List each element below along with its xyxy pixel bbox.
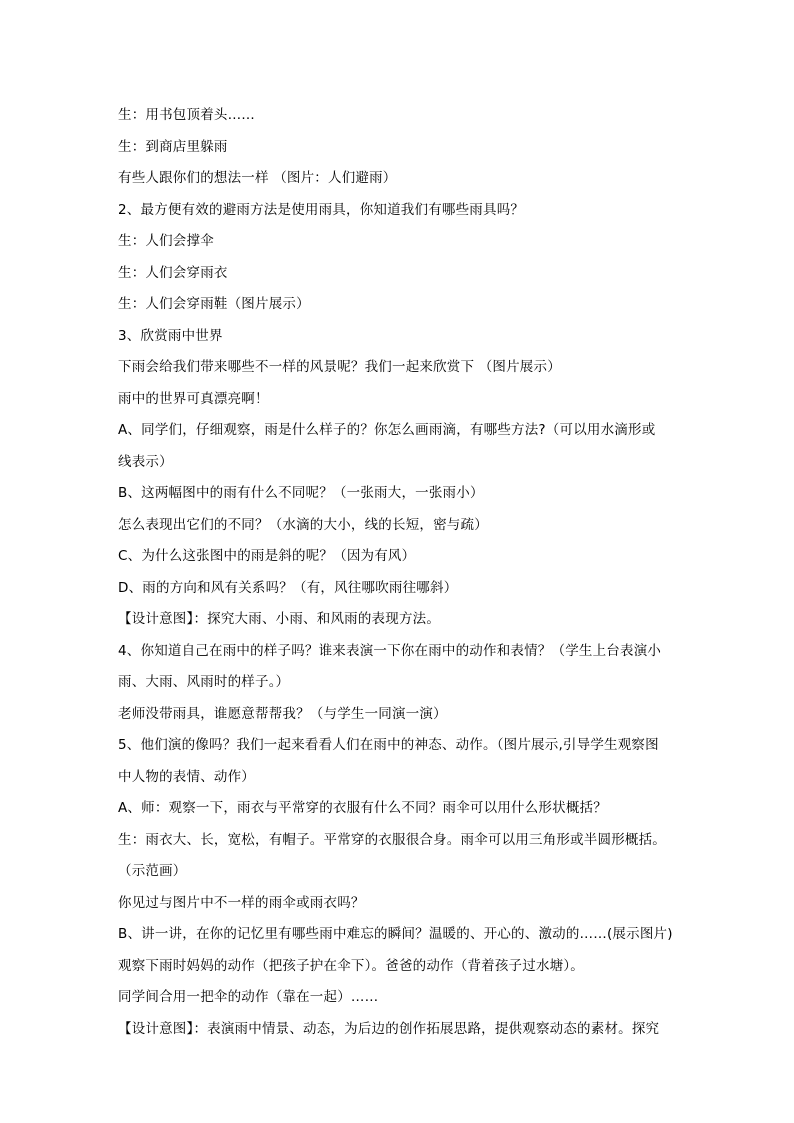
paragraph-line: D、雨的方向和风有关系吗？（有，风往哪吹雨往哪斜） bbox=[118, 579, 458, 596]
paragraph-line: 生：用书包顶着头…… bbox=[118, 107, 255, 123]
design-intent-note: 【设计意图】：探究大雨、小雨、和风雨的表现方法。 bbox=[118, 611, 441, 627]
paragraph-line: 生：人们会穿雨鞋（图片展示） bbox=[118, 296, 310, 312]
paragraph-line: 生：人们会穿雨衣 bbox=[118, 264, 228, 281]
paragraph-line: B、讲一讲，在你的记忆里有哪些雨中难忘的瞬间？温暖的、开心的、激动的……(展示图片) bbox=[118, 926, 673, 942]
paragraph-line: 你见过与图片中不一样的雨伞或雨衣吗？ bbox=[118, 894, 365, 911]
paragraph-line: 生：人们会撑伞 bbox=[118, 233, 214, 249]
paragraph-line: 下雨会给我们带来哪些不一样的风景呢？我们一起来欣赏下 （图片展示） bbox=[118, 359, 561, 375]
paragraph-line: 怎么表现出它们的不同？（水滴的大小，线的长短，密与疏） bbox=[118, 516, 488, 533]
paragraph-line: 雨、大雨、风雨时的样子。） bbox=[118, 674, 290, 690]
paragraph-line: 生：雨衣大、长，宽松，有帽子。平常穿的衣服很合身。雨伞可以用三角形或半圆形概括。 bbox=[118, 831, 666, 848]
document-page bbox=[118, 100, 678, 1045]
paragraph-line: 观察下雨时妈妈的动作（把孩子护在伞下）。爸爸的动作（背着孩子过水塘）。 bbox=[118, 957, 584, 974]
paragraph-line: A、师：观察一下，雨衣与平常穿的衣服有什么不同？雨伞可以用什么形状概括？ bbox=[118, 800, 607, 816]
paragraph-line: B、这两幅图中的雨有什么不同呢？（一张雨大，一张雨小） bbox=[118, 485, 484, 501]
paragraph-line: 生：到商店里躲雨 bbox=[118, 138, 228, 155]
section-heading: 5、他们演的像吗？我们一起来看看人们在雨中的神态、动作。（图片展示,引导学生观察图 bbox=[118, 737, 659, 753]
paragraph-line: C、为什么这张图中的雨是斜的呢？（因为有风） bbox=[118, 548, 416, 564]
paragraph-line: 老师没带雨具，谁愿意帮帮我？（与学生一同演一演） bbox=[118, 705, 447, 722]
paragraph-line: 同学间合用一把伞的动作（靠在一起）…… bbox=[118, 989, 379, 1005]
paragraph-line: 雨中的世界可真漂亮啊！ bbox=[118, 390, 269, 407]
section-heading: 2、最方便有效的避雨方法是使用雨具，你知道我们有哪些雨具吗？ bbox=[118, 201, 525, 218]
paragraph-line: A、同学们，仔细观察，雨是什么样子的？你怎么画雨滴，有哪些方法?（可以用水滴形或 bbox=[118, 422, 656, 438]
section-heading: 4、你知道自己在雨中的样子吗？谁来表演一下你在雨中的动作和表情？（学生上台表演小 bbox=[118, 642, 662, 659]
paragraph-line: 线表示） bbox=[118, 453, 173, 470]
paragraph-line: 中人物的表情、动作） bbox=[118, 768, 255, 785]
design-intent-note: 【设计意图】：表演雨中情景、动态，为后边的创作拓展思路，提供观察动态的素材。探究 bbox=[118, 1020, 660, 1037]
paragraph-line: （示范画） bbox=[118, 863, 187, 879]
paragraph-line: 有些人跟你们的想法一样 （图片：人们避雨） bbox=[118, 170, 397, 186]
section-heading: 3、欣赏雨中世界 bbox=[118, 327, 223, 344]
